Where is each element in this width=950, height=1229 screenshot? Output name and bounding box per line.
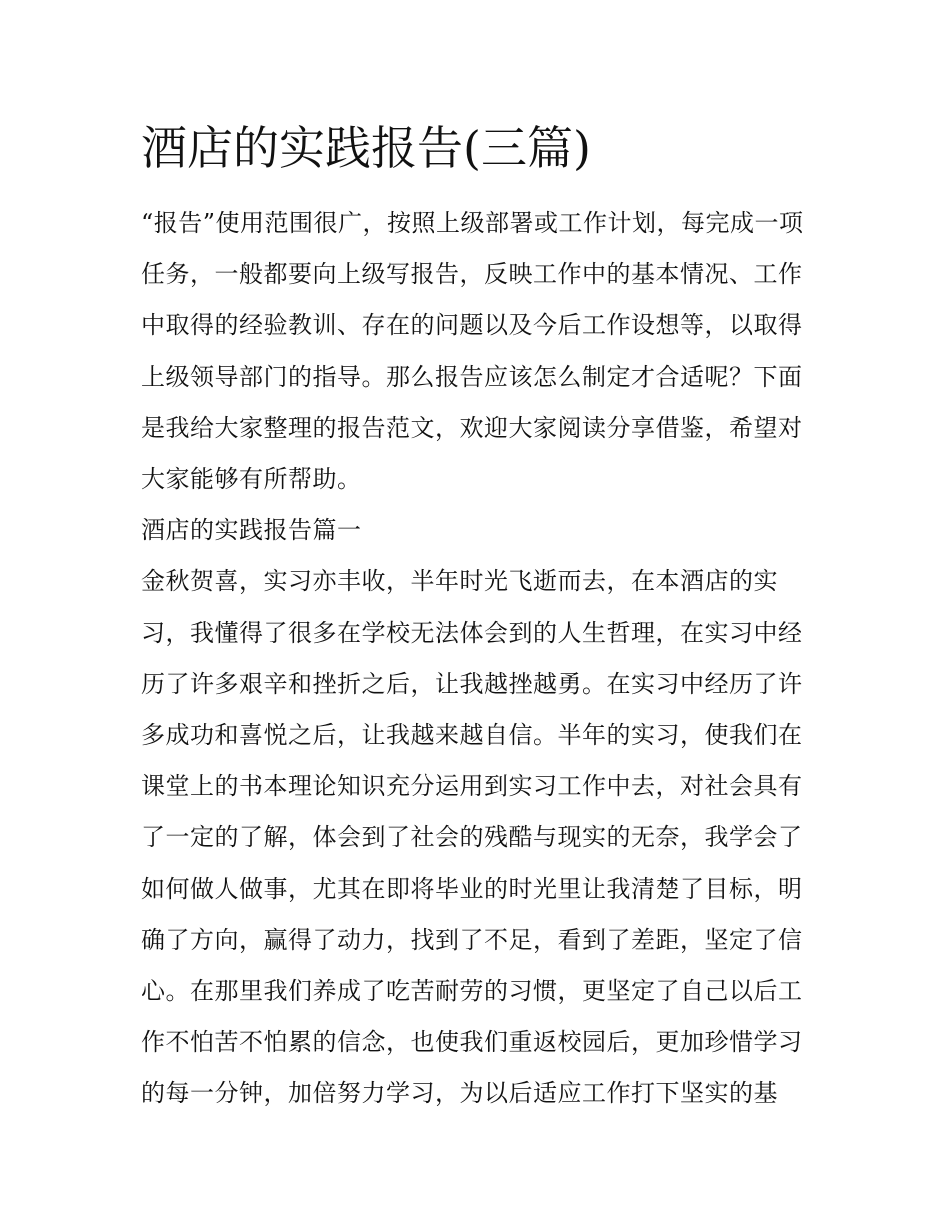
- section-line: 课堂上的书本理论知识充分运用到实习工作中去，对社会具有: [141, 772, 803, 801]
- intro-line: “报告”使用范围很广，按照上级部署或工作计划，每完成一项: [141, 209, 804, 237]
- intro-paragraph: [141, 198, 813, 505]
- section-line: 多成功和喜悦之后，让我越来越自信。半年的实习，使我们在: [141, 721, 803, 750]
- intro-line: 任务，一般都要向上级写报告，反映工作中的基本情况、工作: [141, 260, 803, 289]
- section-paragraph: [141, 556, 813, 1119]
- intro-line: 上级领导部门的指导。那么报告应该怎么制定才合适呢？下面: [141, 362, 803, 391]
- intro-line: 中取得的经验教训、存在的问题以及今后工作设想等，以取得: [141, 311, 803, 340]
- section-line: 金秋贺喜，实习亦丰收，半年时光飞逝而去，在本酒店的实: [141, 567, 778, 596]
- section-line: 历了许多艰辛和挫折之后，让我越挫越勇。在实习中经历了许: [141, 669, 803, 698]
- section-line: 作不怕苦不怕累的信念，也使我们重返校园后，更加珍惜学习: [141, 1028, 803, 1057]
- section-line: 心。在那里我们养成了吃苦耐劳的习惯，更坚定了自己以后工: [141, 977, 803, 1006]
- section-line: 如何做人做事，尤其在即将毕业的时光里让我清楚了目标，明: [141, 874, 803, 903]
- section-heading: 酒店的实践报告篇一: [141, 516, 362, 545]
- document-title: 酒店的实践报告(三篇): [141, 121, 591, 175]
- section-line: 了一定的了解，体会到了社会的残酷与现实的无奈，我学会了: [141, 823, 803, 852]
- document-body: [141, 198, 813, 1120]
- section-line: 确了方向，赢得了动力，找到了不足，看到了差距，坚定了信: [141, 925, 803, 954]
- intro-line: 是我给大家整理的报告范文，欢迎大家阅读分享借鉴，希望对: [141, 413, 803, 442]
- section-line: 的每一分钟，加倍努力学习，为以后适应工作打下坚实的基: [141, 1079, 778, 1108]
- document-content: [141, 118, 813, 1120]
- section-line: 习，我懂得了很多在学校无法体会到的人生哲理，在实习中经: [141, 618, 803, 647]
- intro-line: 大家能够有所帮助。: [141, 465, 362, 494]
